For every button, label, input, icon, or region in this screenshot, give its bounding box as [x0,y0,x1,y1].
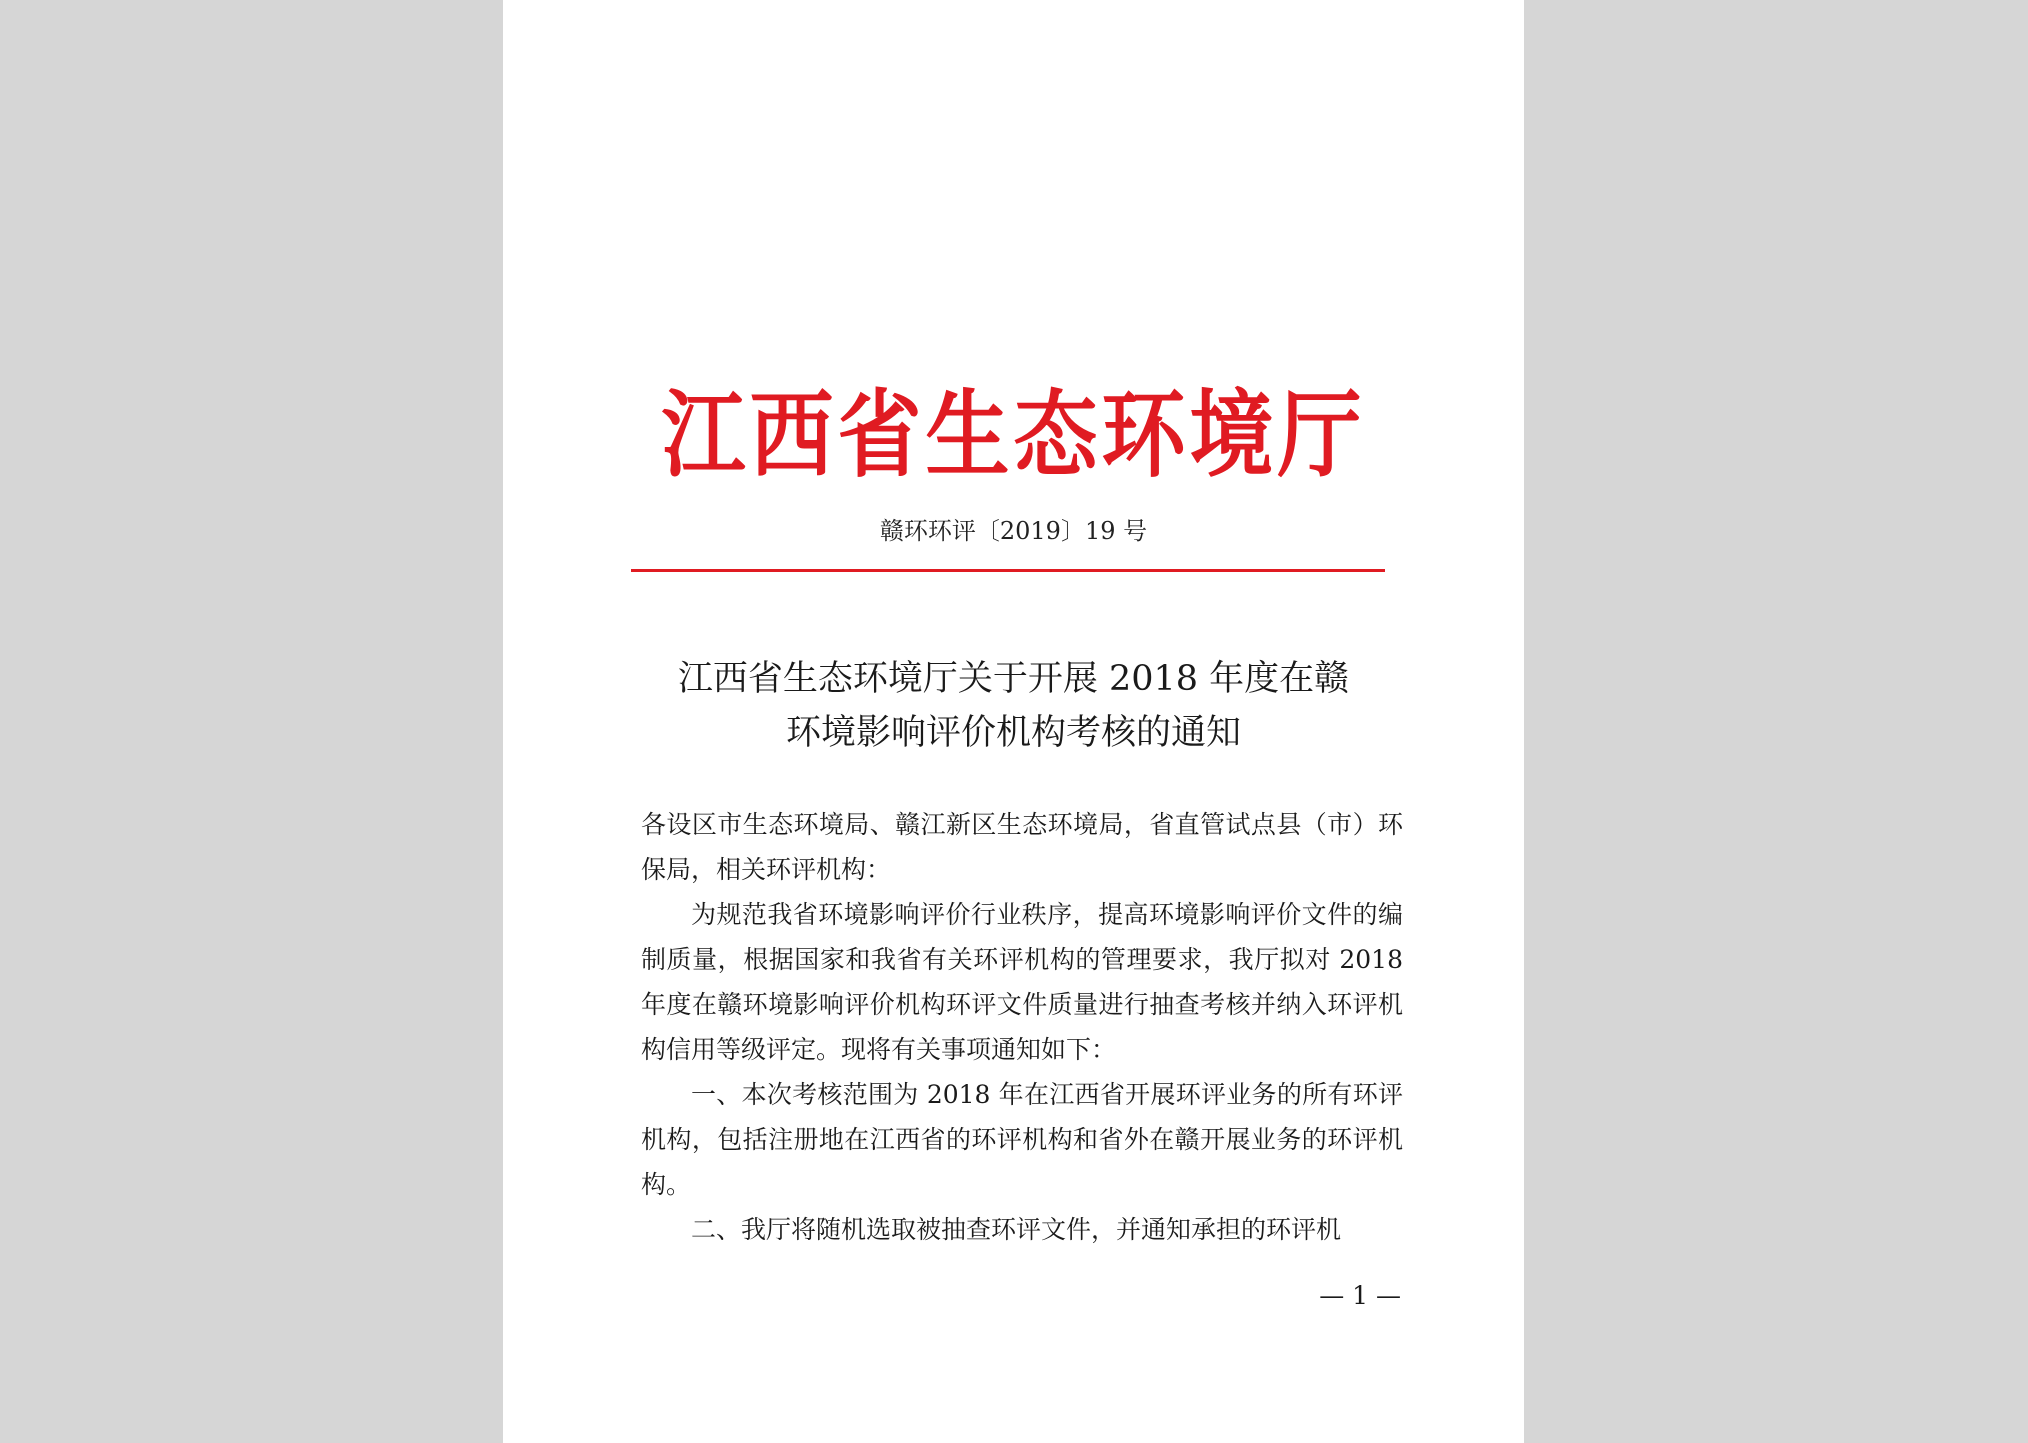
addressee-paragraph: 各设区市生态环境局、赣江新区生态环境局，省直管试点县（市）环保局，相关环评机构： [641,810,1403,884]
title-line-2: 环境影响评价机构考核的通知 [785,713,1241,753]
document-number: 赣环环评〔2019〕19 号 [879,517,1148,545]
agency-letterhead: 江西省生态环境厅 [661,380,1366,490]
title-line-1: 江西省生态环境厅关于开展 2018 年度在赣 [677,659,1350,699]
red-divider-line [631,569,1385,572]
document-title [563,652,1464,760]
body-paragraph-2: 一、本次考核范围为 2018 年在江西省开展环评业务的所有环评机构，包括注册地在江西省的环评机构和省外在赣开展业务的环评机构。 [641,1080,1403,1199]
body-paragraph-1: 为规范我省环境影响评价行业秩序，提高环境影响评价文件的编制质量，根据国家和我省有关环评机构的管理要求，我厅拟对 2018 年度在赣环境影响评价机构环评文件质量进行抽查考核并纳入环评机构信用等级评定。现将有关事项通知如下： [641,900,1403,1064]
page-number: — 1 — [1319,1281,1401,1310]
document-page [503,0,1524,1443]
document-body [641,802,1403,1252]
body-paragraph-3: 二、我厅将随机选取被抽查环评文件，并通知承担的环评机 [691,1215,1342,1244]
